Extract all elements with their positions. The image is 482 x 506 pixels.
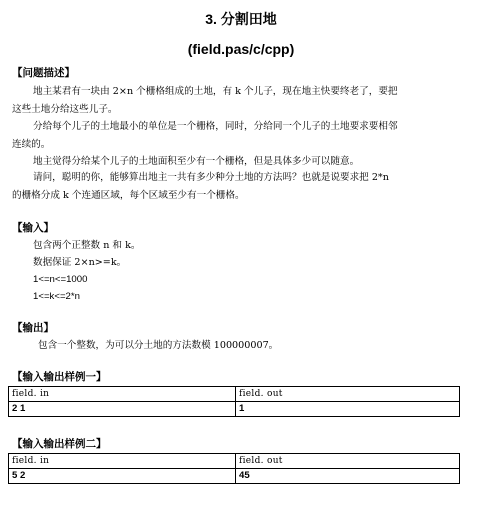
description-line: 这些土地分给这些儿子。 (12, 104, 118, 115)
sample-2-input-value: 5 2 (9, 469, 236, 484)
sample-2-heading: 【输入输出样例二】 (12, 438, 107, 450)
input-heading: 【输入】 (12, 222, 54, 234)
sample-1-output-value: 1 (236, 402, 460, 417)
sample-2-table (8, 453, 460, 484)
output-heading: 【输出】 (12, 322, 54, 334)
sample-1-in-header: field. in (9, 387, 236, 402)
description-line: 地主觉得分给某个儿子的土地面积至少有一个栅格，但是具体多少可以随意。 (33, 156, 360, 167)
problem-description-heading: 【问题描述】 (12, 67, 75, 79)
table-row (9, 402, 460, 417)
description-line: 连续的。 (12, 139, 51, 150)
sample-1-table (8, 386, 460, 417)
table-row (9, 387, 460, 402)
sample-1-out-header: field. out (236, 387, 460, 402)
description-line: 分给每个儿子的土地最小的单位是一个栅格，同时，分给同一个儿子的土地要求要相邻 (33, 121, 398, 132)
input-constraint-k: 1<=k<=2*n (33, 291, 80, 302)
problem-title: 3. 分割田地 (205, 11, 277, 27)
sample-2-output-value: 45 (236, 469, 460, 484)
sample-1-heading: 【输入输出样例一】 (12, 371, 107, 383)
description-line: 请问，聪明的你，能够算出地主一共有多少种分土地的方法吗？也就是说要求把 2*n (33, 172, 389, 183)
sample-2-in-header: field. in (9, 454, 236, 469)
table-row (9, 469, 460, 484)
sample-1-input-value: 2 1 (9, 402, 236, 417)
output-line: 包含一个整数，为可以分土地的方法数模 100000007。 (38, 340, 279, 351)
description-line: 地主某君有一块由 2×n 个栅格组成的土地，有 k 个儿子，现在地主快要终老了，要把 (33, 86, 398, 97)
description-line: 的栅格分成 k 个连通区域，每个区域至少有一个栅格。 (12, 190, 245, 201)
input-line: 数据保证 2×n>=k。 (33, 257, 127, 268)
problem-subtitle: (field.pas/c/cpp) (187, 41, 295, 57)
table-row (9, 454, 460, 469)
sample-2-out-header: field. out (236, 454, 460, 469)
input-line: 包含两个正整数 n 和 k。 (33, 240, 141, 251)
input-constraint-n: 1<=n<=1000 (33, 274, 88, 285)
